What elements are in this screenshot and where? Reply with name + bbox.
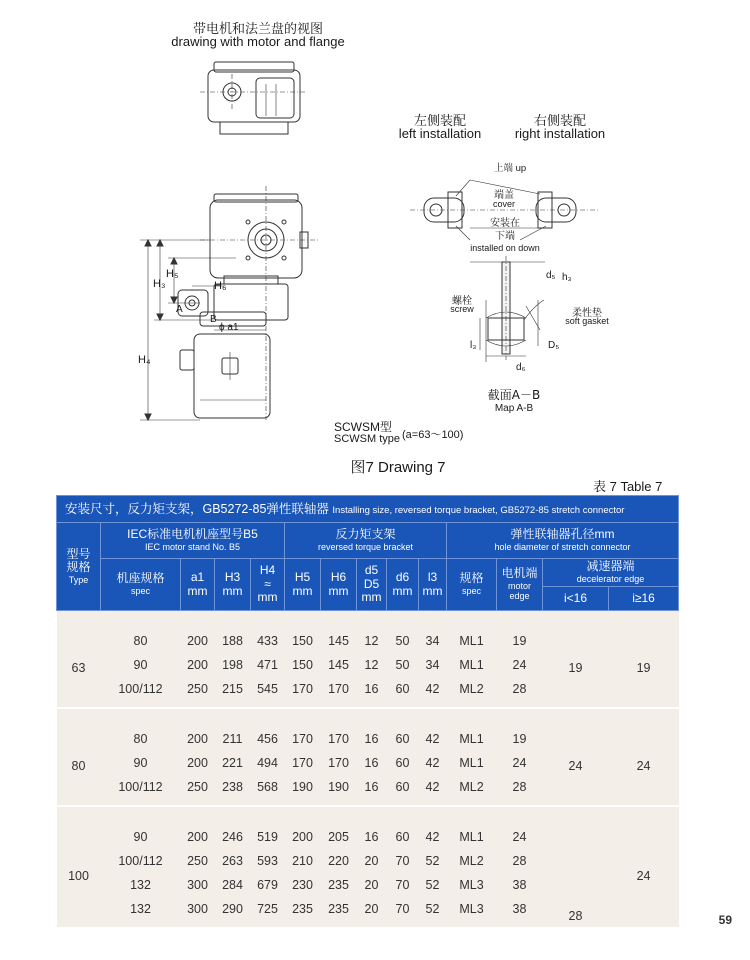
l3-label: l₃ — [470, 340, 477, 351]
caption-top-zh: 带电机和法兰盘的视图 — [192, 22, 324, 37]
table-row — [57, 825, 679, 849]
h6-header: H6 mm — [321, 559, 357, 611]
up-label: 上端 up — [494, 163, 527, 174]
table-cell: 679 — [251, 873, 285, 897]
group-spacer — [101, 921, 543, 927]
table-title — [57, 496, 679, 523]
table-cell: 19 — [497, 629, 543, 653]
d5-header: d5 D5 mm — [357, 559, 387, 611]
table-cell: 50 — [387, 629, 419, 653]
type-zh: SCWSM型 — [334, 420, 392, 434]
table-cell: 42 — [419, 727, 447, 751]
table-body — [57, 611, 679, 928]
table-cell: 593 — [251, 849, 285, 873]
page-number: 59 — [718, 913, 732, 927]
H4-label: H₄ — [138, 354, 151, 366]
table-cell: ML1 — [447, 629, 497, 653]
table-cell: 250 — [181, 849, 215, 873]
table-cell: 42 — [419, 751, 447, 775]
i-ge-16-header: i≥16 — [609, 587, 679, 611]
table-cell: 235 — [321, 897, 357, 921]
decelerator-ge16-cell: 24 — [609, 727, 679, 806]
table-cell: 34 — [419, 653, 447, 677]
table-cell: 12 — [357, 653, 387, 677]
h3-header: H3 mm — [215, 559, 251, 611]
table-cell: 170 — [321, 727, 357, 751]
table-cell: 90 — [101, 825, 181, 849]
dimensions-table — [56, 495, 679, 927]
group-spacer — [101, 799, 543, 806]
gasket-zh: 柔性垫 — [572, 308, 602, 319]
table-label: 表 7 Table 7 — [593, 479, 663, 494]
table-cell: 100/112 — [101, 775, 181, 799]
table-cell: ML1 — [447, 825, 497, 849]
gasket-en: soft gasket — [565, 316, 609, 326]
section-ab-drawing — [470, 256, 545, 362]
cover-zh: 端盖 — [494, 190, 514, 201]
table-cell: 42 — [419, 825, 447, 849]
group-spacer — [57, 806, 679, 825]
table-cell: 16 — [357, 727, 387, 751]
table-cell: 70 — [387, 897, 419, 921]
left-installation-zh: 左侧装配 — [413, 114, 467, 129]
decelerator-edge-header: 减速器端 decelerator edge — [543, 559, 679, 587]
H6-label: H₆ — [214, 280, 227, 292]
table-cell: 230 — [285, 873, 321, 897]
table-cell: 24 — [497, 825, 543, 849]
spec-header: 机座规格 spec — [101, 559, 181, 611]
left-installation-en: left installation — [398, 126, 482, 141]
section-en: Map A-B — [494, 403, 534, 414]
table-cell: 190 — [285, 775, 321, 799]
type-en: SCWSM type — [334, 433, 401, 445]
group-spacer — [101, 701, 543, 708]
table-cell: 235 — [285, 897, 321, 921]
d6-label: d₆ — [516, 362, 526, 373]
screw-en: screw — [450, 304, 474, 314]
table-cell: 20 — [357, 849, 387, 873]
table-cell: 24 — [497, 653, 543, 677]
type-cell: 63 — [57, 629, 101, 708]
table-cell: 235 — [321, 873, 357, 897]
table-cell: 90 — [101, 751, 181, 775]
table-cell: 725 — [251, 897, 285, 921]
table-cell: 170 — [321, 751, 357, 775]
table-cell: 170 — [321, 677, 357, 701]
table-cell: ML2 — [447, 775, 497, 799]
table-cell: 24 — [497, 751, 543, 775]
D5-label: D₅ — [548, 340, 560, 351]
table-cell: 19 — [497, 727, 543, 751]
table-cell: 238 — [215, 775, 251, 799]
table-cell: 60 — [387, 751, 419, 775]
decelerator-ge16-cell: 24 — [609, 825, 679, 927]
table-cell: 170 — [285, 727, 321, 751]
table-cell: 16 — [357, 751, 387, 775]
table-cell: 132 — [101, 873, 181, 897]
table-cell: 200 — [181, 629, 215, 653]
table-cell: ML2 — [447, 677, 497, 701]
table-cell: 50 — [387, 653, 419, 677]
table-cell: ML1 — [447, 653, 497, 677]
decelerator-lt16-cell: 19 — [543, 629, 609, 708]
table-cell: 28 — [497, 775, 543, 799]
l3-header: l3 mm — [419, 559, 447, 611]
table-cell: 28 — [497, 677, 543, 701]
table-cell: 16 — [357, 775, 387, 799]
table-title-zh: 安装尺寸，反力矩支架，GB5272-85弹性联轴器 — [65, 501, 329, 516]
caption-top-en: drawing with motor and flange — [171, 34, 345, 49]
table-cell: 215 — [215, 677, 251, 701]
table-cell: 568 — [251, 775, 285, 799]
table-cell: 200 — [181, 727, 215, 751]
table-cell: 80 — [101, 727, 181, 751]
table-cell: 494 — [251, 751, 285, 775]
table-cell: 20 — [357, 873, 387, 897]
table-cell: 545 — [251, 677, 285, 701]
decelerator-ge16-cell: 19 — [609, 629, 679, 708]
table-cell: 300 — [181, 897, 215, 921]
table-cell: 60 — [387, 825, 419, 849]
table-cell: 263 — [215, 849, 251, 873]
installed-down-zh-1: 安装在 — [490, 218, 520, 229]
technical-drawing — [0, 0, 750, 460]
right-installation-zh: 右侧装配 — [533, 114, 587, 129]
table-cell: 433 — [251, 629, 285, 653]
type-range: (a=63～100) — [402, 429, 464, 441]
table-cell: 132 — [101, 897, 181, 921]
table-cell: 250 — [181, 677, 215, 701]
top-view-drawing — [200, 62, 305, 134]
table-cell: ML3 — [447, 897, 497, 921]
table-cell: 250 — [181, 775, 215, 799]
table-cell: 52 — [419, 873, 447, 897]
table-cell: 221 — [215, 751, 251, 775]
hole-diameter-header: 弹性联轴器孔径mm hole diameter of stretch connector — [447, 523, 679, 559]
table-cell: 210 — [285, 849, 321, 873]
table-cell: ML1 — [447, 727, 497, 751]
table-cell: ML2 — [447, 849, 497, 873]
table-cell: 170 — [285, 751, 321, 775]
h4-header: H4 ≈ mm — [251, 559, 285, 611]
table-cell: 200 — [181, 751, 215, 775]
table-cell: ML3 — [447, 873, 497, 897]
table-cell: 12 — [357, 629, 387, 653]
table-cell: 190 — [321, 775, 357, 799]
group-spacer — [57, 708, 679, 727]
table-cell: 28 — [497, 849, 543, 873]
table-row — [57, 727, 679, 751]
table-cell: ML1 — [447, 751, 497, 775]
table-cell: 300 — [181, 873, 215, 897]
table-cell: 290 — [215, 897, 251, 921]
i-lt-16-header: i<16 — [543, 587, 609, 611]
decelerator-lt16-cell: 28 — [543, 825, 609, 927]
table-cell: 16 — [357, 677, 387, 701]
table-cell: 80 — [101, 629, 181, 653]
table-cell: 52 — [419, 849, 447, 873]
table-cell: 145 — [321, 653, 357, 677]
cover-en: cover — [492, 199, 516, 209]
A-label: A — [176, 304, 183, 315]
table-cell: 52 — [419, 897, 447, 921]
type-cell: 80 — [57, 727, 101, 806]
table-cell: 60 — [387, 727, 419, 751]
screw-zh: 螺栓 — [452, 296, 472, 307]
type-cell: 100 — [57, 825, 101, 927]
table-cell: 100/112 — [101, 849, 181, 873]
main-view-drawing — [140, 186, 320, 420]
installed-down-en: installed on down — [470, 243, 540, 253]
right-installation-en: right installation — [514, 126, 606, 141]
table-cell: 220 — [321, 849, 357, 873]
table-cell: 188 — [215, 629, 251, 653]
table-cell: 38 — [497, 897, 543, 921]
group-spacer — [57, 611, 679, 630]
table-cell: 150 — [285, 629, 321, 653]
table-cell: 200 — [181, 825, 215, 849]
motor-edge-header: 电机端 motor edge — [497, 559, 543, 611]
table-row — [57, 629, 679, 653]
table-cell: 211 — [215, 727, 251, 751]
table-cell: 42 — [419, 775, 447, 799]
type-header: 型号 规格 Type — [57, 523, 101, 611]
H3-label: H₃ — [153, 278, 166, 290]
h5-header: H5 mm — [285, 559, 321, 611]
table-cell: 100/112 — [101, 677, 181, 701]
table-cell: 38 — [497, 873, 543, 897]
table-cell: 200 — [181, 653, 215, 677]
H5-label: H₅ — [166, 268, 179, 280]
iec-header: IEC标准电机机座型号B5 IEC motor stand No. B5 — [101, 523, 285, 559]
table-title-en: Installing size, reversed torque bracket, GB5272-85 stretch connector — [332, 504, 625, 516]
table-cell: 20 — [357, 897, 387, 921]
table-cell: 150 — [285, 653, 321, 677]
torque-bracket-header: 反力矩支架 reversed torque bracket — [285, 523, 447, 559]
table-cell: 170 — [285, 677, 321, 701]
table-cell: 200 — [285, 825, 321, 849]
section-zh: 截面A－B — [487, 388, 541, 402]
table-cell: 60 — [387, 775, 419, 799]
table-cell: 456 — [251, 727, 285, 751]
table-cell: 16 — [357, 825, 387, 849]
table-cell: 471 — [251, 653, 285, 677]
table-cell: 34 — [419, 629, 447, 653]
a1-header: a1 mm — [181, 559, 215, 611]
table-cell: 284 — [215, 873, 251, 897]
B-label: B — [210, 314, 217, 325]
installed-down-zh-2: 下端 — [495, 231, 515, 242]
table-cell: 60 — [387, 677, 419, 701]
table-cell: 205 — [321, 825, 357, 849]
table-cell: 519 — [251, 825, 285, 849]
table-cell: 145 — [321, 629, 357, 653]
table-cell: 42 — [419, 677, 447, 701]
d6-header: d6 mm — [387, 559, 419, 611]
table-cell: 70 — [387, 873, 419, 897]
table-cell: 70 — [387, 849, 419, 873]
table-cell: 90 — [101, 653, 181, 677]
decelerator-lt16-cell: 24 — [543, 727, 609, 806]
d5-label: d₅ — [546, 270, 556, 281]
figure-caption: 图7 Drawing 7 — [350, 459, 446, 476]
connector-spec-header: 规格 spec — [447, 559, 497, 611]
phi-a1-label: ϕ a1 — [219, 322, 239, 333]
h3-lower-label: h₃ — [562, 272, 572, 283]
table-cell: 198 — [215, 653, 251, 677]
table-cell: 246 — [215, 825, 251, 849]
